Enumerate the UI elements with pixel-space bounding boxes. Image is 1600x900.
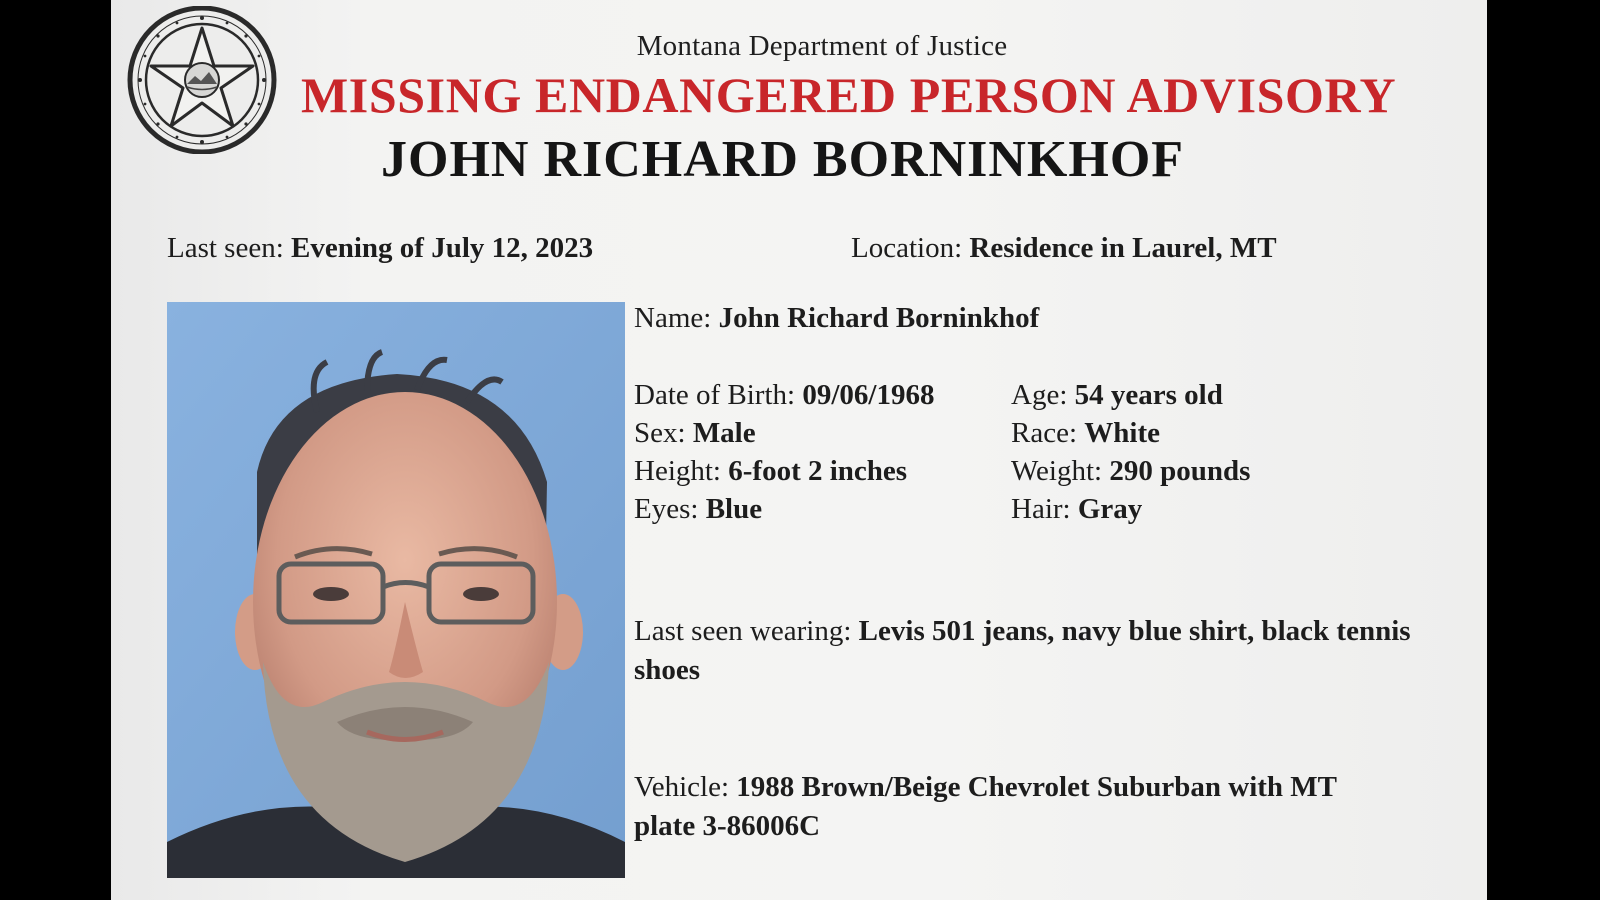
location-line bbox=[851, 232, 1277, 265]
missing-person-name: JOHN RICHARD BORNINKHOF bbox=[381, 131, 1185, 188]
location-value: Residence in Laurel, MT bbox=[969, 232, 1277, 264]
sex-field bbox=[634, 417, 756, 450]
wearing-label: Last seen wearing: bbox=[634, 615, 852, 647]
advisory-headline: MISSING ENDANGERED PERSON ADVISORY bbox=[301, 67, 1397, 123]
vehicle-label: Vehicle: bbox=[634, 771, 730, 803]
weight-field bbox=[1011, 455, 1250, 488]
weight-value: 290 pounds bbox=[1109, 455, 1251, 487]
name-value: John Richard Borninkhof bbox=[718, 302, 1040, 334]
height-label: Height: bbox=[634, 455, 721, 487]
age-value: 54 years old bbox=[1074, 379, 1223, 411]
dob-value: 09/06/1968 bbox=[802, 379, 935, 411]
race-value: White bbox=[1084, 417, 1160, 449]
wearing-value: Levis 501 jeans, navy blue shirt, black tennis shoes bbox=[634, 615, 1411, 686]
hair-field bbox=[1011, 493, 1142, 526]
eyes-field bbox=[634, 493, 762, 526]
agency-name: Montana Department of Justice bbox=[636, 30, 1008, 62]
sex-label: Sex: bbox=[634, 417, 686, 449]
sex-value: Male bbox=[692, 417, 756, 449]
vehicle-field bbox=[634, 768, 1394, 846]
last-seen-line bbox=[167, 232, 593, 265]
advisory-poster bbox=[111, 0, 1487, 900]
dob-label: Date of Birth: bbox=[634, 379, 796, 411]
eyes-value: Blue bbox=[705, 493, 763, 525]
name-field bbox=[634, 302, 1039, 335]
montana-doj-seal-icon bbox=[125, 6, 279, 154]
weight-label: Weight: bbox=[1011, 455, 1103, 487]
last-seen-label: Last seen: bbox=[167, 232, 284, 264]
location-label: Location: bbox=[851, 232, 963, 264]
person-photo bbox=[167, 302, 625, 878]
height-field bbox=[634, 455, 907, 488]
hair-value: Gray bbox=[1077, 493, 1143, 525]
name-label: Name: bbox=[634, 302, 712, 334]
wearing-field bbox=[634, 612, 1434, 690]
height-value: 6-foot 2 inches bbox=[728, 455, 908, 487]
last-seen-value: Evening of July 12, 2023 bbox=[291, 232, 594, 264]
dob-field bbox=[634, 379, 934, 412]
eyes-label: Eyes: bbox=[634, 493, 699, 525]
race-label: Race: bbox=[1011, 417, 1078, 449]
age-field bbox=[1011, 379, 1223, 412]
age-label: Age: bbox=[1011, 379, 1068, 411]
vehicle-value: 1988 Brown/Beige Chevrolet Suburban with MT plate 3-86006C bbox=[634, 771, 1337, 842]
hair-label: Hair: bbox=[1011, 493, 1071, 525]
race-field bbox=[1011, 417, 1160, 450]
